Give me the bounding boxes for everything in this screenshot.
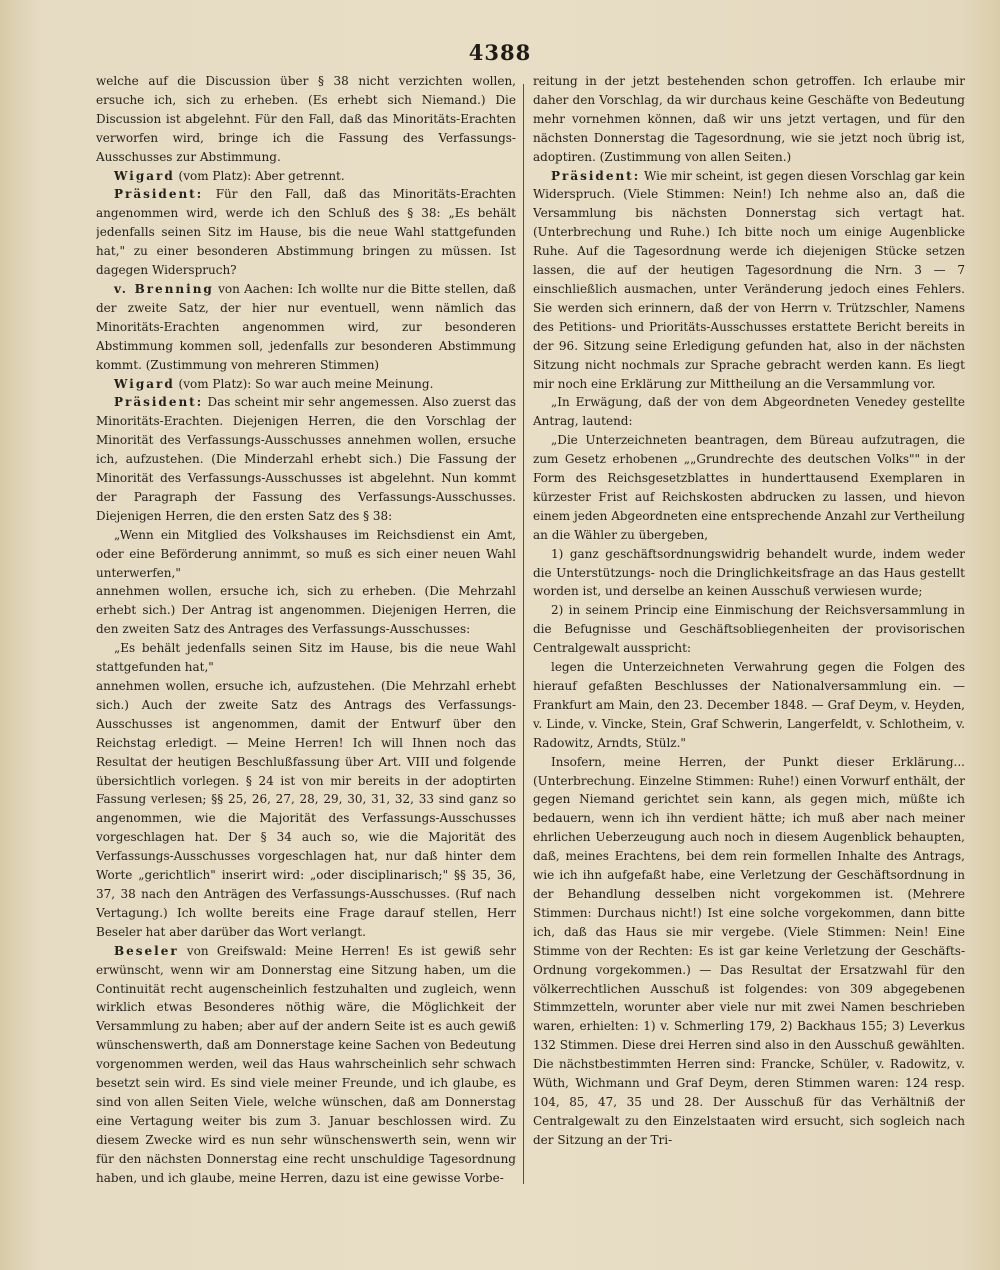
paragraph-text: 2) in seinem Princip eine Einmischung der Reichsversammlung in die Befugnisse und Geschäftsobliegenheiten der provisorischen Centralgewalt ausspricht: [533,603,965,656]
paragraph [96,167,516,186]
paragraph-text: „Es behält jedenfalls seinen Sitz im Hause, bis die neue Wahl stattgefunden hat," [96,641,516,675]
paragraph [533,431,965,544]
speaker-name: Präsident: [114,187,204,202]
paragraph [96,280,516,375]
paragraph-text: Wie mir scheint, ist gegen diesen Vorschlag gar kein Widerspruch. (Viele Stimmen: Nein!) Ich nehme also an, daß die Versammlung bis nächsten Donnerstag sich vertagt hat. (Unterbrechung und Ruhe.) Ich bitte noch um einige Augenblicke Ruhe. Auf die Tagesordnung werde ich diejenigen Stücke setzen lassen, die auf der heutigen Tagesordnung die Nrn. 3 — 7 einschließlich ausmachen, unter Veränderung jedoch eines Fehlers. Sie werden sich erinnern, daß der von Herrn v. Trützschler, Namens des Petitions- und Prioritäts-Ausschusses erstattete Bericht bereits in der 96. Sitzung seine Erledigung gefunden hat, also in der nächsten Sitzung nicht nochmals zur Sprache gebracht werden kann. Es liegt mir noch eine Erklärung zur Mittheilung an die Versammlung vor. [533,168,965,391]
speaker-name: Wigard [114,376,175,391]
speaker-name: Präsident: [551,168,641,183]
paragraph [96,526,516,583]
paragraph-text: annehmen wollen, ersuche ich, sich zu erheben. (Die Mehrzahl erhebt sich.) Der Antrag ist angenommen. Diejenigen Herren, die den zweiten Satz des Antrages des Verfassungs-Ausschusses: [96,584,516,637]
left-column [96,72,516,1222]
paragraph-text: 1) ganz geschäftsordnungswidrig behandelt wurde, indem weder die Unterstützungs- noch die Dringlichkeitsfrage an das Haus gestellt worden ist, und derselbe an keinen Ausschuß verwiesen wurde; [533,546,965,599]
paragraph-text: Das scheint mir sehr angemessen. Also zuerst das Minoritäts-Erachten. Diejenigen Herren, die den Vorschlag der Minorität des Verfassungs-Ausschusses annehmen wollen, ersuche ich, aufzustehen. (Die Minderzahl erhebt sich.) Die Fassung der Minorität des Verfassungs-Ausschusses ist abgelehnt. Nun kommt der Paragraph der Fassung des Verfassungs-Ausschusses. Diejenigen Herren, die den ersten Satz des § 38: [96,395,516,523]
speaker-name: v. Brenning [114,281,214,296]
paragraph [96,72,516,167]
paragraph [96,375,516,394]
paragraph [96,677,516,942]
paragraph [96,639,516,677]
paragraph-text: reitung in der jetzt bestehenden schon getroffen. Ich erlaube mir daher den Vorschlag, da wir durchaus keine Geschäfte von Bedeutung mehr vornehmen können, daß wir uns jetzt vertagen, und für den nächsten Donnerstag die Tagesordnung, wie sie jetzt noch übrig ist, adoptiren. (Zustimmung von allen Seiten.) [533,74,965,164]
speaker-name: Beseler [114,943,179,958]
paragraph-text: von Greifswald: Meine Herren! Es ist gewiß sehr erwünscht, wenn wir am Donnerstag eine Sitzung haben, um die Continuität recht augenscheinlich festzuhalten und zugleich, wenn wirklich etwas Besonderes nöthig wäre, die Möglichkeit der Versammlung zu haben; aber auf der andern Seite ist es auch gewiß wünschenswerth, daß am Donnerstage keine Sachen von Bedeutung vorgenommen werden, weil das Haus wahrscheinlich sehr schwach besetzt sein wird. Es sind viele meiner Freunde, und ich glaube, es sind von allen Seiten Viele, welche wünschen, daß am Donnerstag eine Vertagung weiter bis zum 3. Januar beschlossen wird. Zu diesem Zwecke wird es nun sehr wünschenswerth sein, wenn wir für den nächsten Donnerstag eine recht unschuldige Tagesordnung haben, und ich glaube, meine Herren, dazu ist eine gewisse Vorbe- [96,943,516,1185]
paragraph-text: (vom Platz): Aber getrennt. [174,168,345,183]
speaker-name: Wigard [114,168,175,183]
paragraph [533,658,965,753]
paragraph-text: „In Erwägung, daß der von dem Abgeordneten Venedey gestellte Antrag, lautend: [533,395,965,429]
paragraph [533,167,965,394]
paragraph [533,72,965,167]
paragraph-text: „Wenn ein Mitglied des Volkshauses im Reichsdienst ein Amt, oder eine Beförderung annimmt, so muß es sich einer neuen Wahl unterwerfen," [96,527,516,580]
right-column [533,72,965,1222]
paragraph [96,942,516,1188]
paragraph [533,393,965,431]
speaker-name: Präsident: [114,395,204,410]
paragraph-text: von Aachen: Ich wollte nur die Bitte stellen, daß der zweite Satz, der hier nur eventuell, wenn nämlich das Minoritäts-Erachten angenommen wird, zur besonderen Abstimmung kommen soll, jedenfalls zur besonderen Abstimmung kommt. (Zustimmung von mehreren Stimmen) [96,281,516,372]
paragraph-text: legen die Unterzeichneten Verwahrung gegen die Folgen des hierauf gefaßten Beschlusses der Nationalversammlung ein. — Frankfurt am Main, den 23. December 1848. — Graf Deym, v. Heyden, v. Linde, v. Vincke, Stein, Graf Schwerin, Langerfeldt, v. Schlotheim, v. Radowitz, Arndts, Stülz." [533,660,965,750]
paragraph [533,545,965,602]
paragraph [96,393,516,525]
paragraph [96,185,516,280]
paragraph-text: Für den Fall, daß das Minoritäts-Erachten angenommen wird, werde ich den Schluß des § 38: „Es behält jedenfalls seinen Sitz im Hause, bis die neue Wahl stattgefunden hat," zu einer besonderen Abstimmung bringen zu müssen. Ist dagegen Widerspruch? [96,187,516,278]
paragraph-text: (vom Platz): So war auch meine Meinung. [174,376,434,391]
paragraph-text: annehmen wollen, ersuche ich, aufzustehen. (Die Mehrzahl erhebt sich.) Auch der zweite Satz des Antrags des Verfassungs-Ausschusses ist angenommen, damit der Entwurf über den Reichstag erledigt. — Meine Herren! Ich will Ihnen noch das Resultat der heutigen Beschlußfassung über Art. VIII und folgende übersichtlich vorlegen. § 24 ist von mir bereits in der adoptirten Fassung verlesen; §§ 25, 26, 27, 28, 29, 30, 31, 32, 33 sind ganz so angenommen, wie die Majorität des Verfassungs-Ausschusses vorgeschlagen hat. Der § 34 auch so, wie die Majorität des Verfassungs-Ausschusses vorgeschlagen hat, nur daß hinter dem Worte „gerichtlich" inserirt wird: „oder disciplinarisch;" §§ 35, 36, 37, 38 nach den Anträgen des Verfassungs-Ausschusses. (Ruf nach Vertagung.) Ich wollte bereits eine Frage darauf stellen, Herr Beseler hat aber darüber das Wort verlangt. [96,679,516,939]
column-divider [523,84,524,1184]
page-number: 4388 [468,40,532,65]
paragraph [533,753,965,1150]
paragraph [533,601,965,658]
paragraph-text: welche auf die Discussion über § 38 nicht verzichten wollen, ersuche ich, sich zu erheben. (Es erhebt sich Niemand.) Die Discussion ist abgelehnt. Für den Fall, daß das Minoritäts-Erachten verworfen wird, bringe ich die Fassung des Verfassungs-Ausschusses zur Abstimmung. [96,74,516,164]
paragraph-text: Insofern, meine Herren, der Punkt dieser Erklärung... (Unterbrechung. Einzelne Stimmen: Ruhe!) einen Vorwurf enthält, der gegen Niemand gerichtet sein kann, als gegen mich, müßte ich bedauern, wenn ich ihn verdient hätte; ich muß aber nach meiner ehrlichen Ueberzeugung auch noch in diesem Augenblick behaupten, daß, meines Erachtens, bei dem rein formellen Inhalte des Antrags, wie ich ihn aufgefaßt habe, eine Verletzung der Geschäftsordnung in der Behandlung desselben nicht vorgekommen ist. (Mehrere Stimmen: Durchaus nicht!) Ist eine solche vorgekommen, dann bitte ich, daß das Haus sie mir vergebe. (Viele Stimmen: Nein! Eine Stimme von der Rechten: Es ist gar keine Verletzung der Geschäfts-Ordnung vorgekommen.) — Das Resultat der Ersatzwahl für den völkerrechtlichen Ausschuß ist folgendes: von 309 abgegebenen Stimmzetteln, worunter aber viele nur mit zwei Namen beschrieben waren, erhielten: 1) v. Schmerling 179, 2) Backhaus 155; 3) Leverkus 132 Stimmen. Diese drei Herren sind also in den Ausschuß gewählten. Die nächstbestimmten Herren sind: Francke, Schüler, v. Radowitz, v. Wüth, Wichmann und Graf Deym, deren Stimmen waren: 124 resp. 104, 85, 47, 35 und 28. Der Ausschuß für das Verhältniß der Centralgewalt zu den Einzelstaaten wird ersucht, sich sogleich nach der Sitzung an der Tri- [533,754,965,1147]
paragraph-text: „Die Unterzeichneten beantragen, dem Büreau aufzutragen, die zum Gesetz erhobenen „„Grundrechte des deutschen Volks"" in der Form des Reichsgesetzblattes in hunderttausend Exemplaren in kürzester Frist auf Reichskosten abdrucken zu lassen, und hievon einem jeden Abgeordneten eine entsprechende Anzahl zur Vertheilung an die Wähler zu übergeben, [533,433,965,542]
paragraph [96,582,516,639]
